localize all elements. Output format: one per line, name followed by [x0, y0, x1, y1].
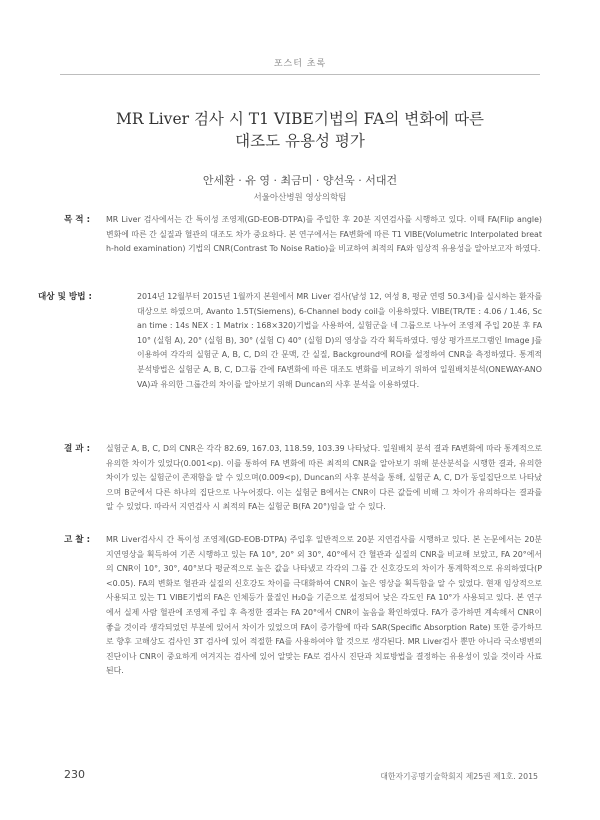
section-body-discussion: MR Liver검사시 간 특이성 조영제(GD-EOB-DTPA) 주입후 일반적으로 20분 지연검사를 시행하고 있다. 본 논문에서는 20분 지연영상을 획득하여 기존 시행하고 있는 FA 10°, 20° 외 30°, 40°에서 간 혈관과 실질의 CNR을 비교해 보았고, FA 20°에서의 CNR이 10°, 30°, 40°보다 평균적으로 높은 값을 나타냈고 각각의 그룹 간 신호강도의 차이가 통계학적으로 유의하였다(P<0.05). FA의 변화로 혈관과 실질의 신호강도 차이를 극대화하여 CNR이 높은 영상을 획득함을 알 수 있었다. 현재 임상적으로 사용되고 있는 T1 VIBE기법의 FA은 인체등가 물질인 H₂0을 기준으로 설정되어 낮은 각도인 FA 10°가 사용되고 있다. 본 연구에서 실제 사람 혈관에 조영제 주입 후 측정한 결과는 FA 20°에서 CNR이 높음을 확인하였다. FA가 증가하면 계속해서 CNR이 좋을 것이라 생각되었던 부분에 있어서 차이가 있었으며 FA이 증가함에 따라 SAR(Specific Absorption Rate) 또한 증가하므로 향후 고해상도 검사인 3T 검사에 있어 적절한 FA를 사용하여야 할 것으로 생각된다. MR Liver검사 뿐만 아니라 국소병변의 진단이나 CNR이 중요하게 여겨지는 검사에 있어 알맞는 FA로 검사시 진단과 치료방법을 결정하는 유용성이 있을 것이라 사료된다.	[106, 535, 542, 676]
section-label-results: 결 과 :	[64, 444, 91, 454]
page-number: 230	[64, 768, 85, 781]
journal-citation: 대한자기공명기술학회지 제25권 제1호. 2015	[380, 772, 538, 781]
section-label-purpose: 목 적 :	[64, 215, 91, 225]
section-label-methods: 대상 및 방법 :	[38, 292, 92, 302]
section-results	[64, 442, 542, 515]
title-line-1: MR Liver 검사 시 T1 VIBE기법의 FA의 변화에 따른	[115, 110, 485, 128]
title-line-2: 대조도 유용성 평가	[235, 132, 365, 150]
header-divider	[60, 74, 540, 75]
section-discussion	[64, 533, 542, 679]
section-body-purpose: MR Liver 검사에서는 간 특이성 조영제(GD-EOB-DTPA)를 주입한 후 20분 지연검사를 시행하고 있다. 이때 FA(Flip angle) 변화에 따른 간 실질과 혈관의 대조도 차가 중요하다. 본 연구에서는 FA변화에 따른 T1 VIBE(Volumetric Interpolated breath-hold examination) 기법의 CNR(Contrast To Noise Ratio)을 비교하여 최적의 FA와 임상적 유용성을 알아보고자 하였다.	[106, 215, 542, 254]
section-header-label: 포스터 초록	[273, 59, 327, 69]
affiliation: 서울아산병원 영상의학팀	[253, 193, 347, 203]
paper-title	[40, 108, 560, 152]
section-body-methods: 2014년 12월부터 2015년 1월까지 본원에서 MR Liver 검사(남성 12, 여성 8, 평균 연령 50.3세)를 실시하는 환자를 대상으로 하였으며, Avanto 1.5T(Siemens), 6-Channel body coil을 이용하였다. VIBE(TR/TE : 4.06 / 1.46, Scan time : 14s NEX : 1 Matrix : 168×320)기법을 사용하여, 실험군을 네 그룹으로 나누어 조영제 주입 20분 후 FA 10° (실험 A), 20° (실험 B), 30° (실험 C) 40° (실험 D)의 영상을 각각 획득하였다. 영상 평가프로그램인 Image J를 이용하여 각각의 실험군 A, B, C, D의 간 문맥, 간 실질, Background에 ROI를 설정하여 CNR을 측정하였다. 통계적 분석방법은 실험군 A, B, C, D그룹 간에 FA변화에 따른 대조도 변화를 비교하기 위하여 일원배치분석(ONEWAY-ANOVA)과 유의한 그룹간의 차이를 알아보기 위해 Duncan의 사후 분석을 이용하였다.	[137, 292, 542, 389]
section-purpose	[64, 213, 542, 257]
section-body-results: 실험군 A, B, C, D의 CNR은 각각 82.69, 167.03, 118.59, 103.39 나타났다. 일원배치 분석 결과 FA변화에 따라 통계적으로 유의한 차이가 있었다(0.001<p). 이를 통하여 FA 변화에 따른 최적의 CNR을 알아보기 위해 분산분석을 시행한 결과, 유의한 차이가 있는 실험군이 존재함을 알 수 있으며(0.009<p), Duncan의 사후 분석을 통해, 실험군 A, C, D가 동일집단으로 나타났으며 B군에서 다른 하나의 집단으로 나누어졌다. 이는 실험군 B에서는 CNR이 다른 값들에 비해 그 차이가 유의하다는 결과를 알 수 있었다. 따라서 지연검사 시 최적의 FA는 실험군 B(FA 20°)임을 알 수 있다.	[106, 444, 542, 512]
section-label-discussion: 고 찰 :	[64, 535, 91, 545]
section-methods	[38, 290, 542, 392]
author-list: 안세환 · 유 영 · 최금미 · 양선욱 · 서대건	[202, 174, 398, 187]
